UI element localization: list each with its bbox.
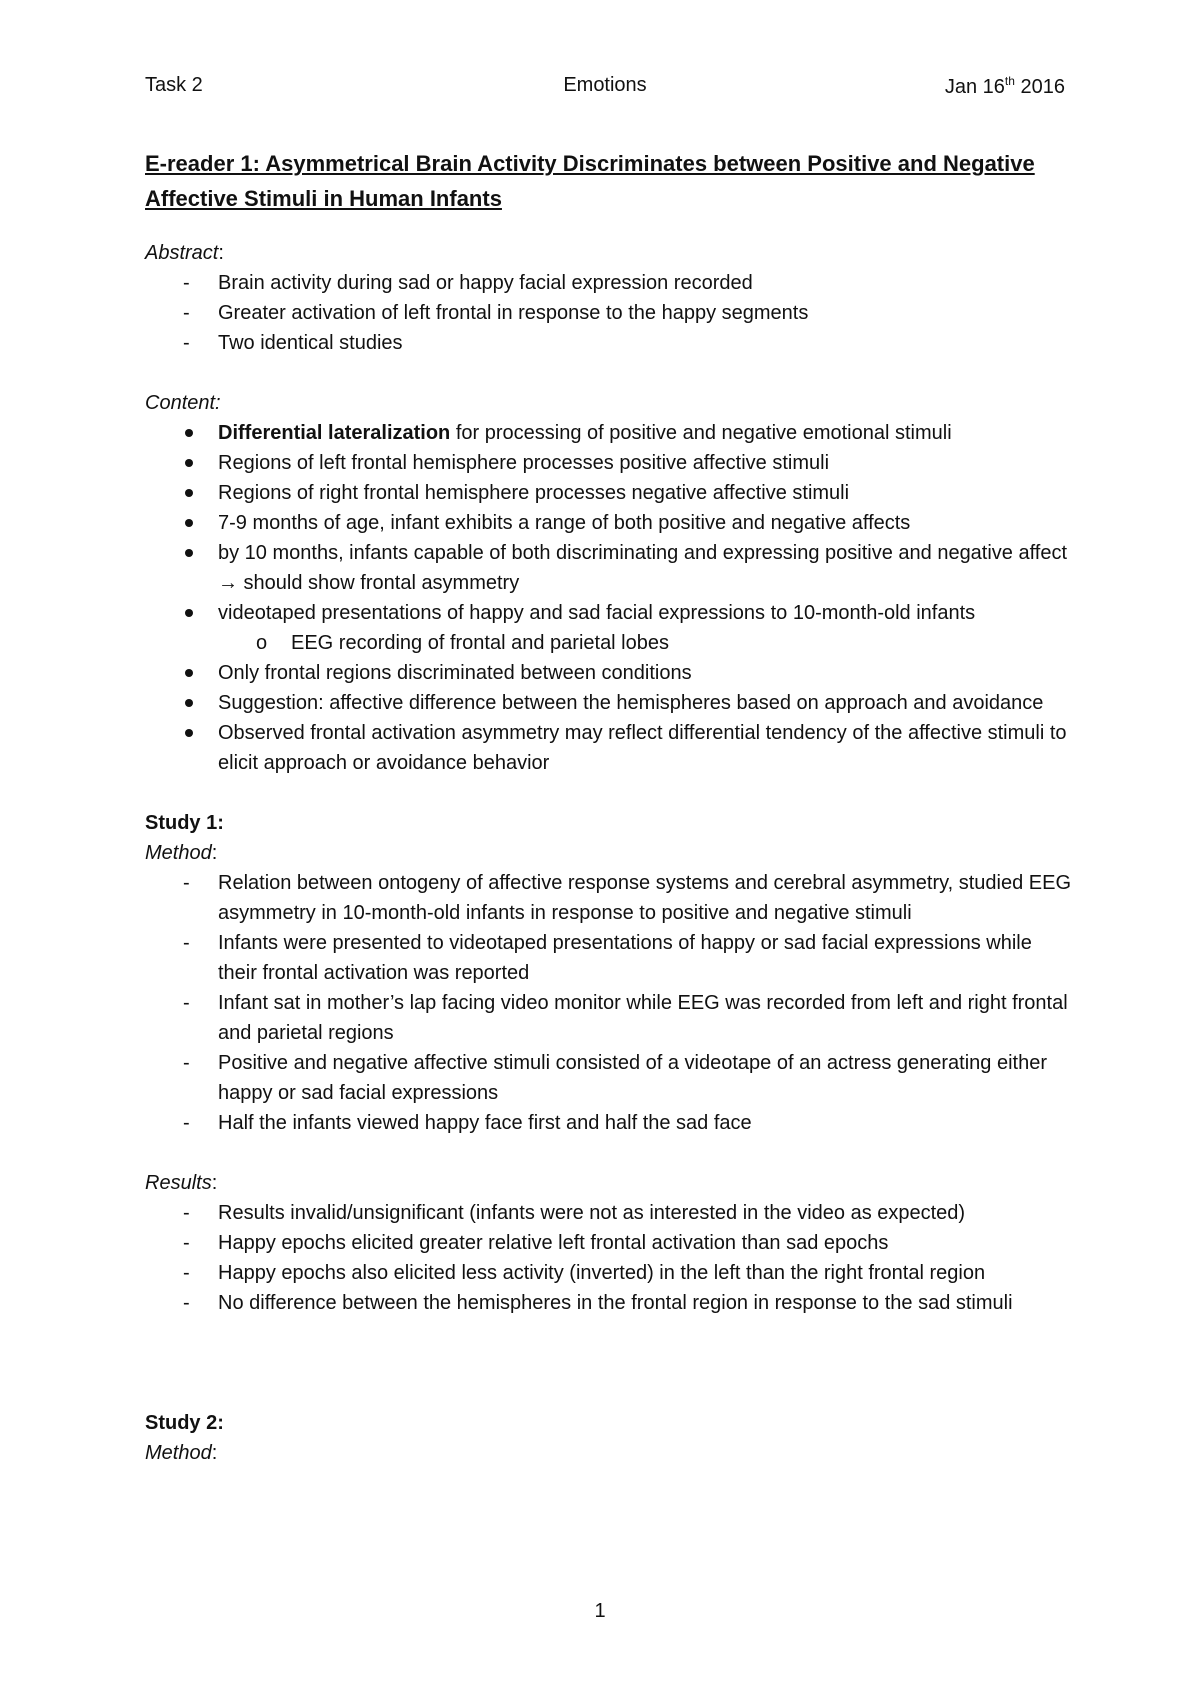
study1-results-label: Results <box>145 1172 212 1194</box>
list-item <box>145 628 1075 658</box>
page-header <box>145 74 1065 104</box>
list-item: - Happy epochs also elicited less activity (inverted) in the left than the right frontal region <box>183 1262 986 1284</box>
content-item-text: Only frontal regions discriminated between conditions <box>218 662 692 684</box>
abstract-item-text: Two identical studies <box>218 332 403 354</box>
header-date <box>945 74 1065 99</box>
content-item-text: for processing of positive and negative emotional stimuli <box>450 422 952 444</box>
list-item: - Infant sat in mother’s lap facing video monitor while EEG was recorded from left and right frontal and parietal regions <box>183 992 1068 1044</box>
list-item <box>145 538 1075 598</box>
study1-results-heading: Results: <box>145 1172 218 1194</box>
circle-bullet-icon: o <box>256 632 268 654</box>
list-item <box>145 688 1075 718</box>
study1-heading: Study 1: <box>145 812 224 834</box>
list-item <box>145 418 1075 448</box>
bullet-icon <box>185 729 193 737</box>
result-item-text: Happy epochs elicited greater relative left frontal activation than sad epochs <box>218 1232 889 1254</box>
content-item-text: Regions of right frontal hemisphere processes negative affective stimuli <box>218 482 850 504</box>
result-item-text: No difference between the hemispheres in the frontal region in response to the sad stimuli <box>218 1292 1013 1314</box>
document-title: E-reader 1: Asymmetrical Brain Activity Discriminates between Positive and Negative Affective Stimuli in Human Infants <box>145 151 1035 211</box>
list-item <box>145 478 1075 508</box>
list-item <box>145 508 1075 538</box>
content-list-continued <box>145 658 1075 778</box>
abstract-item-text: Greater activation of left frontal in response to the happy segments <box>218 302 809 324</box>
content-list <box>145 418 1075 628</box>
content-sublist <box>145 628 1075 658</box>
method-item-text: Half the infants viewed happy face first and half the sad face <box>218 1112 752 1134</box>
bullet-icon <box>185 519 193 527</box>
list-item: - Relation between ontogeny of affective response systems and cerebral asymmetry, studied EEG asymmetry in 10-month-old infants in response to positive and negative stimuli <box>183 872 1072 924</box>
content-item-text: by 10 months, infants capable of both discriminating and expressing positive and negative affect → should show frontal asymmetry <box>218 542 1068 594</box>
study1-results-list <box>145 1198 1075 1318</box>
content-item-text: Observed frontal activation asymmetry may reflect differential tendency of the affective stimuli to elicit approach or avoidance behavior <box>218 722 1067 774</box>
abstract-item-text: Brain activity during sad or happy facial expression recorded <box>218 272 753 294</box>
abstract-label: Abstract <box>145 242 219 264</box>
study2-method-heading: Method: <box>145 1442 218 1464</box>
header-task: Task 2 <box>145 74 203 96</box>
header-date-prefix: Jan 16 <box>944 76 1005 98</box>
content-item-text: Suggestion: affective difference between the hemispheres based on approach and avoidance <box>218 692 1044 714</box>
list-item <box>145 658 1075 688</box>
bullet-icon <box>185 699 193 707</box>
bullet-icon <box>185 489 193 497</box>
list-item: - Happy epochs elicited greater relative left frontal activation than sad epochs <box>183 1232 889 1254</box>
result-item-text: Happy epochs also elicited less activity (inverted) in the left than the right frontal region <box>218 1262 986 1284</box>
list-item: - No difference between the hemispheres in the frontal region in response to the sad stimuli <box>183 1292 1013 1314</box>
list-item: - Infants were presented to videotaped presentations of happy or sad facial expressions while their frontal activation was reported <box>183 932 1032 984</box>
page-number: 1 <box>594 1600 606 1622</box>
list-item <box>145 448 1075 478</box>
content-label: Content: <box>145 392 221 414</box>
bullet-icon <box>185 429 193 437</box>
abstract-list <box>145 268 1075 358</box>
study1-method-heading: Method: <box>145 842 218 864</box>
abstract-heading: Abstract: <box>145 242 224 264</box>
study1-method-label: Method <box>145 842 212 864</box>
bullet-icon <box>185 669 193 677</box>
list-item <box>145 718 1075 778</box>
method-item-text: Infants were presented to videotaped presentations of happy or sad facial expressions while their frontal activation was reported <box>218 932 1032 984</box>
list-item: - Results invalid/unsignificant (infants were not as interested in the video as expected) <box>183 1202 966 1224</box>
list-item: - Two identical studies <box>183 332 403 354</box>
content-item-text: videotaped presentations of happy and sad facial expressions to 10-month-old infants <box>218 602 976 624</box>
content-subitem-text: EEG recording of frontal and parietal lobes <box>291 632 669 654</box>
list-item: - Positive and negative affective stimuli consisted of a videotape of an actress generating either happy or sad facial expressions <box>183 1052 1048 1104</box>
header-date-sup: th <box>1004 74 1015 88</box>
study2-method-label: Method <box>145 1442 212 1464</box>
study1-method-list <box>145 868 1075 1138</box>
content-item-bold: Differential lateralization <box>218 422 451 444</box>
method-item-text: Infant sat in mother’s lap facing video monitor while EEG was recorded from left and right frontal and parietal regions <box>218 992 1068 1044</box>
content-item-text: Regions of left frontal hemisphere processes positive affective stimuli <box>218 452 830 474</box>
method-item-text: Relation between ontogeny of affective response systems and cerebral asymmetry, studied EEG asymmetry in 10-month-old infants in response to positive and negative stimuli <box>218 872 1072 924</box>
header-date-suffix: 2016 <box>1014 76 1065 98</box>
bullet-icon <box>185 459 193 467</box>
content-item-text: 7-9 months of age, infant exhibits a range of both positive and negative affects <box>218 512 911 534</box>
list-item: - Brain activity during sad or happy facial expression recorded <box>183 272 753 294</box>
study2-heading: Study 2: <box>145 1412 224 1434</box>
document-body <box>145 146 1075 1468</box>
result-item-text: Results invalid/unsignificant (infants were not as interested in the video as expected) <box>218 1202 966 1224</box>
header-topic: Emotions <box>563 74 647 96</box>
list-item: - Half the infants viewed happy face first and half the sad face <box>183 1112 752 1134</box>
list-item: - Greater activation of left frontal in response to the happy segments <box>183 302 809 324</box>
list-item <box>145 598 1075 628</box>
method-item-text: Positive and negative affective stimuli consisted of a videotape of an actress generating either happy or sad facial expressions <box>218 1052 1048 1104</box>
bullet-icon <box>185 549 193 557</box>
bullet-icon <box>185 609 193 617</box>
